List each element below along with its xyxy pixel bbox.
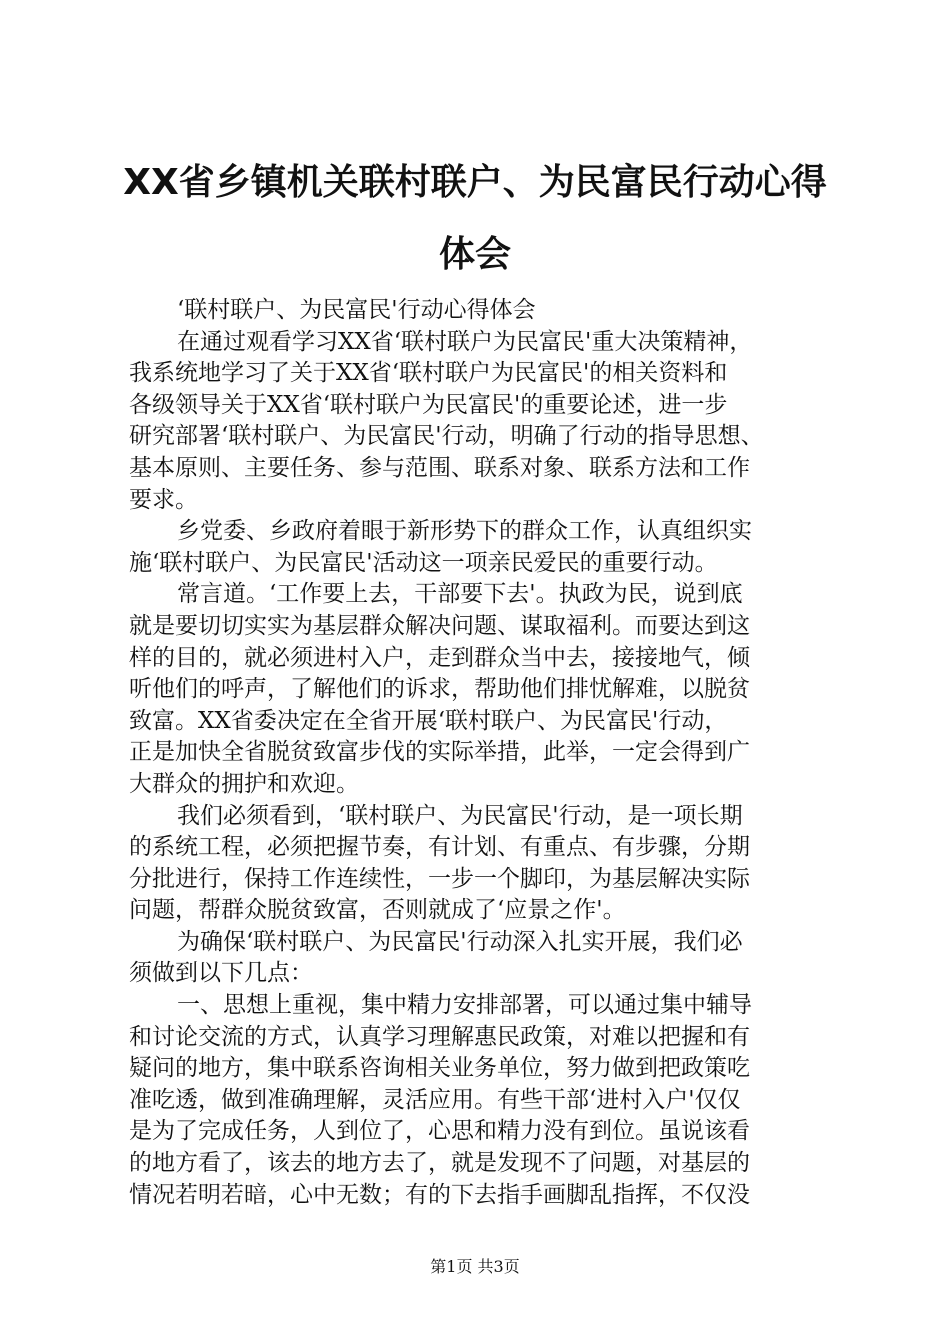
body-text-line: 分批进行，保持工作连续性，一步一个脚印，为基层解决实际 bbox=[129, 865, 750, 892]
body-text-line: 的系统工程，必须把握节奏，有计划、有重点、有步骤，分期 bbox=[129, 834, 750, 861]
body-text-line: 须做到以下几点： bbox=[129, 960, 313, 987]
body-text-line: 一、思想上重视，集中精力安排部署，可以通过集中辅导 bbox=[177, 992, 752, 1019]
body-text-line: 在通过观看学习XX省‘联村联户为民富民'重大决策精神， bbox=[177, 328, 753, 355]
document-title-line-2: 体会 bbox=[438, 234, 511, 275]
body-text-line: ‘联村联户、为民富民'行动心得体会 bbox=[177, 297, 536, 323]
document-title-line-1: XX省乡镇机关联村联户、为民富民行动心得 bbox=[123, 162, 827, 203]
body-text-line: 就是要切切实实为基层群众解决问题、谋取福利。而要达到这 bbox=[129, 612, 750, 639]
body-text-line: 各级领导关于XX省‘联村联户为民富民'的重要论述，进一步 bbox=[129, 391, 728, 418]
body-text-line: 要求。 bbox=[129, 486, 198, 513]
body-text-line: 问题，帮群众脱贫致富，否则就成了‘应景之作'。 bbox=[129, 897, 626, 924]
body-text-line: 常言道。‘工作要上去，干部要下去'。执政为民，说到底 bbox=[177, 581, 743, 608]
body-text-line: 研究部署‘联村联户、为民富民'行动，明确了行动的指导思想、 bbox=[129, 423, 764, 450]
body-text-line: 和讨论交流的方式，认真学习理解惠民政策，对难以把握和有 bbox=[129, 1023, 750, 1050]
body-text-line: 疑问的地方，集中联系咨询相关业务单位，努力做到把政策吃 bbox=[129, 1055, 750, 1082]
body-text-line: 施‘联村联户、为民富民'活动这一项亲民爱民的重要行动。 bbox=[129, 549, 718, 576]
body-text-line: 致富。XX省委决定在全省开展‘联村联户、为民富民'行动， bbox=[129, 707, 728, 734]
page-number-footer: 第1页 共3页 bbox=[430, 1257, 520, 1276]
body-text-line: 基本原则、主要任务、参与范围、联系对象、联系方法和工作 bbox=[129, 454, 750, 481]
body-text-line: 正是加快全省脱贫致富步伐的实际举措，此举，一定会得到广 bbox=[129, 739, 750, 766]
body-text-line: 我们必须看到，‘联村联户、为民富民'行动，是一项长期 bbox=[177, 802, 743, 829]
body-text-line: 准吃透，做到准确理解，灵活应用。有些干部‘进村入户'仅仅 bbox=[129, 1086, 741, 1113]
body-text-line: 乡党委、乡政府着眼于新形势下的群众工作，认真组织实 bbox=[177, 518, 752, 545]
body-text-line: 的地方看了，该去的地方去了，就是发现不了问题，对基层的 bbox=[129, 1150, 750, 1177]
body-text-line: 我系统地学习了关于XX省‘联村联户为民富民'的相关资料和 bbox=[129, 360, 728, 387]
body-text-line: 情况若明若暗，心中无数；有的下去指手画脚乱指挥，不仅没 bbox=[129, 1181, 750, 1208]
body-text-line: 是为了完成任务，人到位了，心思和精力没有到位。虽说该看 bbox=[129, 1118, 750, 1145]
body-text-line: 样的目的，就必须进村入户，走到群众当中去，接接地气，倾 bbox=[129, 644, 750, 671]
document-body bbox=[129, 295, 829, 1211]
body-text-line: 听他们的呼声，了解他们的诉求，帮助他们排忧解难，以脱贫 bbox=[129, 676, 750, 703]
body-text-line: 为确保‘联村联户、为民富民'行动深入扎实开展，我们必 bbox=[177, 928, 743, 955]
body-text-line: 大群众的拥护和欢迎。 bbox=[129, 770, 359, 797]
